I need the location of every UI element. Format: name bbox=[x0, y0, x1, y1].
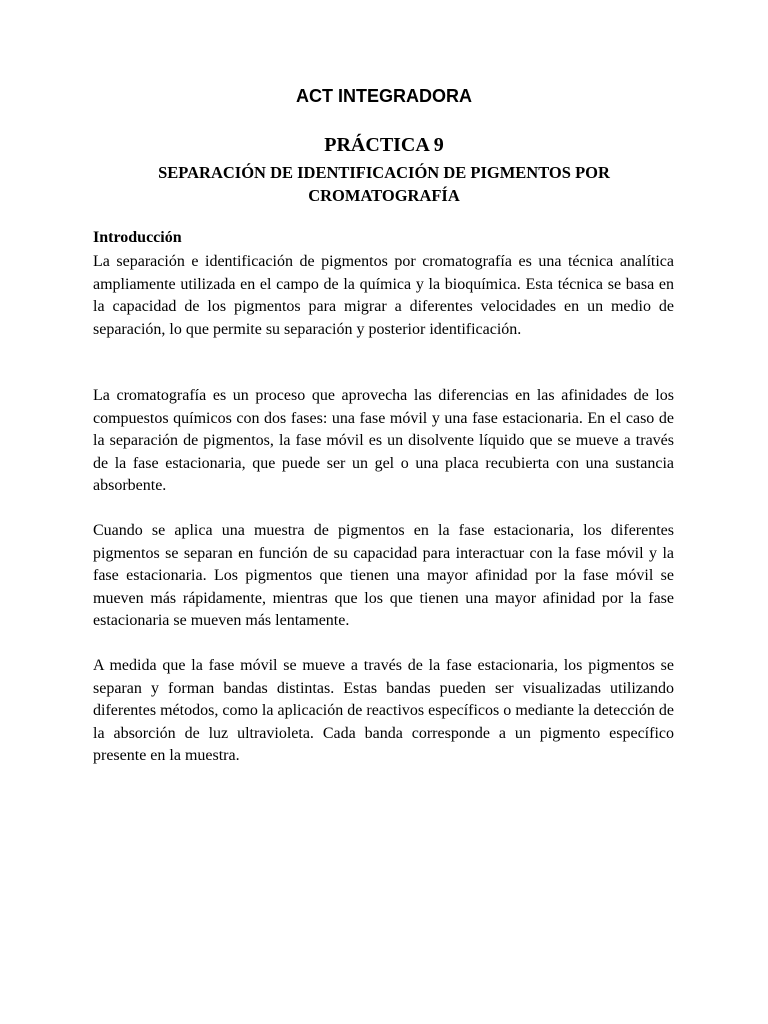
paragraph: Cuando se aplica una muestra de pigmentos en la fase estacionaria, los diferentes pigmentos se separan en función de su capacidad para interactuar con la fase móvil y la fase estacionaria. Los pigmentos que tienen una mayor afinidad por la fase móvil se mueven más rápidamente, mientras que los que tienen una mayor afinidad por la fase estacionaria se mueven más lentamente. bbox=[93, 522, 674, 629]
practice-title: PRÁCTICA 9 bbox=[324, 134, 444, 156]
section-heading-introduction: Introducción bbox=[93, 229, 182, 246]
paragraph: La separación e identificación de pigmentos por cromatografía es una técnica analítica ampliamente utilizada en el campo de la química y la bioquímica. Esta técnica se basa en la capacidad de los pigmentos para migrar a diferentes velocidades en un medio de separación, lo que permite su separación y posterior identificación. bbox=[93, 253, 674, 338]
document-header: ACT INTEGRADORA bbox=[296, 86, 472, 106]
paragraph: La cromatografía es un proceso que aprovecha las diferencias en las afinidades de los compuestos químicos con dos fases: una fase móvil y una fase estacionaria. En el caso de la separación de pigmentos, la fase móvil es un disolvente líquido que se mueve a través de la fase estacionaria, que puede ser un gel o una placa recubierta con una sustancia absorbente. bbox=[93, 387, 674, 494]
paragraph: A medida que la fase móvil se mueve a través de la fase estacionaria, los pigmentos se separan y forman bandas distintas. Estas bandas pueden ser visualizadas utilizando diferentes métodos, como la aplicación de reactivos específicos o mediante la detección de la absorción de luz ultravioleta. Cada banda corresponde a un pigmento específico presente en la muestra. bbox=[93, 657, 674, 764]
document-subtitle: SEPARACIÓN DE IDENTIFICACIÓN DE PIGMENTOS POR CROMATOGRAFÍA bbox=[158, 163, 610, 205]
